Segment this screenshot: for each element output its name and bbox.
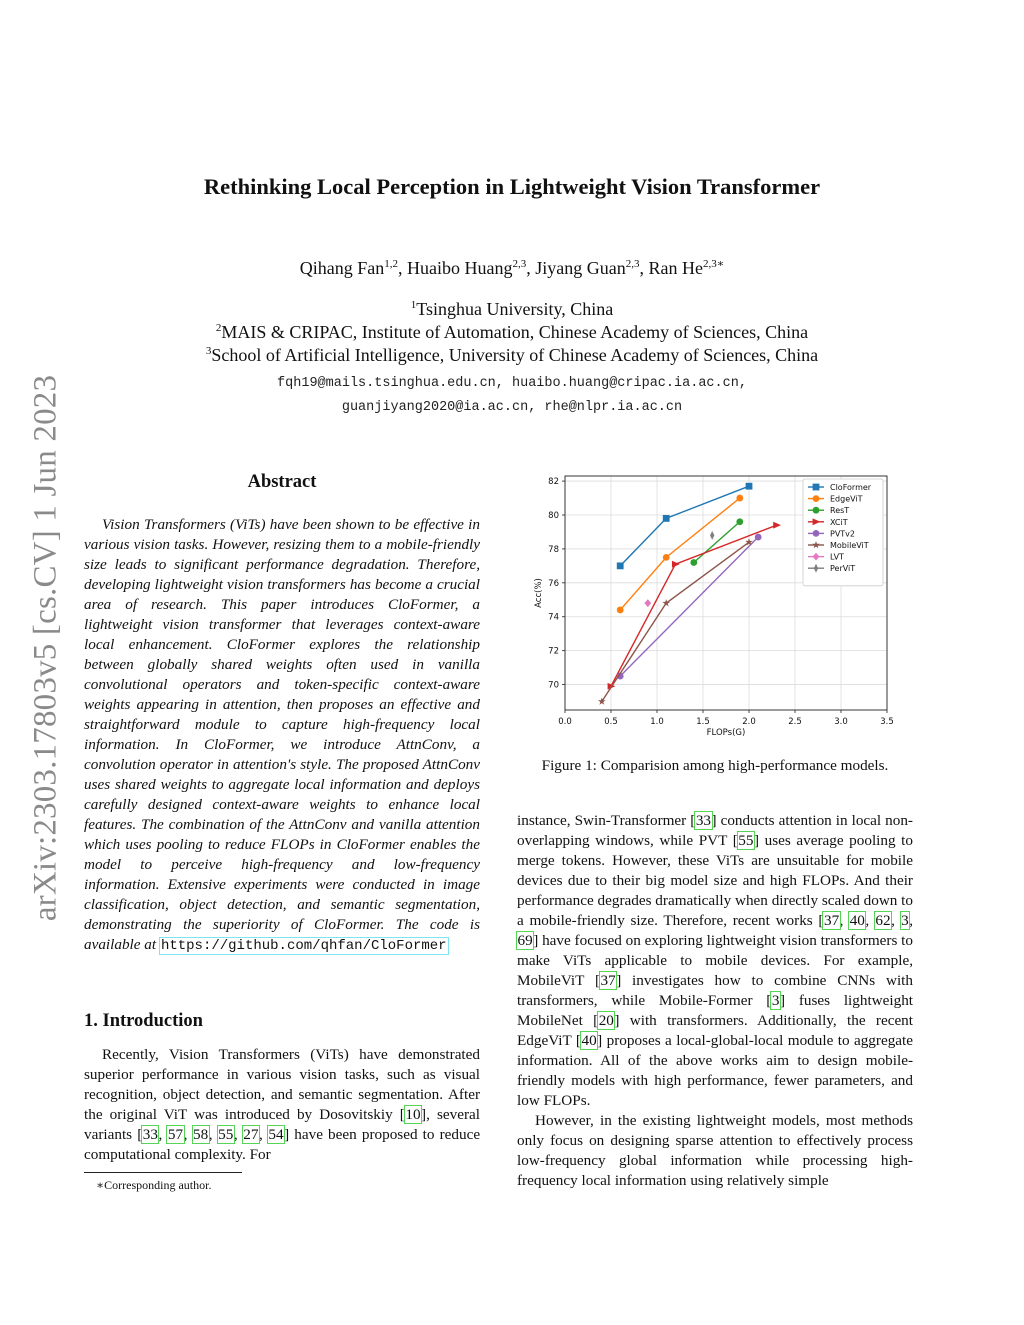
citation-link[interactable]: 55	[738, 832, 754, 849]
series-pervit	[710, 531, 714, 540]
text-run: ] have been proposed to reduce computational complexity. For	[84, 1126, 481, 1163]
y-tick-label: 76	[548, 578, 559, 589]
x-axis-label: FLOPs(G)	[706, 728, 746, 738]
data-point	[662, 599, 670, 606]
abstract-body	[84, 515, 480, 956]
author-list: Qihang Fan$^{1,2}$, Huaibo Huang$^{2,3}$, Jiyang Guan$^{2,3}$, Ran $He^{2,3∗}$	[299, 258, 725, 278]
x-tick-label: 1.5	[696, 717, 710, 727]
affiliation-sup: 2	[215, 322, 222, 334]
x-tick-label: 2.5	[788, 717, 802, 727]
affiliation-text: Tsinghua University, China	[416, 299, 614, 319]
text-run: instance, Swin-Transformer [	[517, 812, 696, 829]
citation-link[interactable]: 10	[405, 1106, 421, 1123]
author-affil-sup: 1,2	[384, 258, 399, 270]
x-tick-label: 2.0	[742, 717, 756, 727]
author-affil-sup: 2,3	[625, 258, 640, 270]
text-run: ] fuses lightweight MobileNet [	[517, 992, 914, 1029]
data-point	[672, 561, 680, 568]
affiliation-text: School of Artificial Intelligence, University of Chinese Academy of Sciences, China	[211, 345, 819, 365]
text-run: ] conducts attention in local non-overlapping windows, while PVT [	[517, 812, 913, 849]
text-run: ] have focused on exploring lightweight vision transformers to make ViTs applicable to mobile devices. For example, MobileViT [	[517, 932, 913, 989]
affiliations	[0, 298, 1024, 367]
author-emails	[0, 372, 1024, 420]
right-column-body: instance, Swin-Transformer [33] conducts attention in local non-overlapping windows, while PVT [55] uses average pooling to merge tokens. However, these ViTs are unsuitable for mobile devices due to their big model size and high FLOPs. And their performance degrades dramatically when directly scaled down to a mobile-friendly size. Therefore, recent works [37, 40, 62, 3, 69] have focused on exploring lightweight vision transformers to make ViTs applicable to mobile devices. For example, MobileViT [37] investigates how to combine CNNs with transformers, while Mobile-Former [3] fuses lightweight MobileNet [20] with transformers. Additionally, the recent EdgeViT [40] proposes a local-global-local module to aggregate information. All of the above works aim to design mobile-friendly models with high performance, fewer parameters, and low FLOPs. However, in the existing lightweight models, most methods only focus on designing sparse attention to effectively process low-frequency global information while processing high-frequency local information using relatively simple	[517, 812, 914, 1189]
author-affil-sup: 2,3	[512, 258, 527, 270]
text-run: ] with transformers. Additionally, the recent EdgeViT [	[517, 1012, 913, 1049]
y-tick-label: 72	[548, 646, 559, 657]
text-run: ] proposes a local-global-local module to aggregate information. All of the above works aim to design mobile-friendly models with high performance, fewer parameters, and low FLOPs.	[517, 1032, 913, 1109]
citation-link[interactable]: 69	[517, 932, 533, 949]
y-axis-label: Acc(%)	[534, 578, 544, 608]
data-point	[746, 483, 753, 490]
affiliation	[0, 298, 1024, 321]
x-tick-label: 0.0	[558, 717, 572, 727]
data-point	[690, 559, 697, 566]
arxiv-stamp-text: arXiv:2303.17803v5 [cs.CV] 1 Jun 2023	[27, 374, 64, 922]
paragraph: However, in the existing lightweight models, most methods only focus on designing sparse attention to effectively process low-frequency global information while processing high-frequency local information using relatively simple	[517, 1112, 913, 1189]
affiliation-sup: 1	[410, 299, 417, 311]
code-link[interactable]: https://github.com/qhfan/CloFormer	[160, 938, 447, 954]
citation-link[interactable]: 40	[849, 912, 865, 929]
affiliation	[0, 321, 1024, 344]
legend-label: ResT	[830, 506, 850, 516]
legend-label: CloFormer	[830, 483, 872, 492]
text-run: ] uses average pooling to merge tokens. However, these ViTs are unsuitable for mobile devices due to their big model size and high FLOPs. And their performance degrades dramatically when directly scaled down to a mobile-friendly size. Therefore, recent works [	[517, 832, 913, 929]
data-point	[736, 518, 743, 525]
legend-label: PerViT	[830, 564, 856, 574]
citation-link[interactable]: 55	[218, 1126, 234, 1143]
series-pvtv2	[617, 534, 762, 680]
series-line	[620, 537, 758, 676]
data-point	[813, 495, 820, 502]
data-point	[736, 495, 743, 502]
series-xcit	[608, 522, 781, 690]
citation-link[interactable]: 62	[875, 912, 891, 929]
footnote: ∗Corresponding author.	[96, 1178, 212, 1192]
author-name: Ran He	[648, 258, 703, 278]
citation-link[interactable]: 33	[142, 1126, 158, 1143]
intro-heading: 1. Introduction	[84, 1011, 203, 1031]
paper-title: Rethinking Local Perception in Lightweight Vision Transformer	[203, 174, 821, 199]
legend-label: XCiT	[830, 517, 848, 527]
data-point	[755, 534, 762, 541]
affiliation-sup: 3	[205, 345, 212, 357]
legend-label: LVT	[830, 552, 844, 562]
data-point	[813, 484, 820, 491]
data-point	[813, 507, 820, 514]
x-tick-label: 1.0	[650, 717, 664, 727]
series-line	[620, 486, 749, 566]
author-name: Huaibo Huang	[407, 258, 513, 278]
email-line: fqh19@mails.tsinghua.edu.cn, huaibo.huang@cripac.ia.ac.cn,	[277, 376, 747, 391]
citation-link[interactable]: 54	[268, 1126, 284, 1143]
author-affil-sup: 2,3∗	[702, 258, 725, 270]
citation-link[interactable]: 33	[695, 812, 712, 829]
x-tick-label: 3.5	[880, 717, 894, 727]
data-point	[663, 554, 670, 561]
citation-link[interactable]: 37	[600, 972, 616, 989]
citation-link[interactable]: 58	[193, 1126, 209, 1143]
citation-link[interactable]: 20	[598, 1012, 614, 1029]
legend-label: PVTv2	[830, 529, 856, 539]
series-cloformer	[617, 483, 753, 569]
x-tick-label: 0.5	[604, 717, 618, 727]
data-point	[813, 530, 820, 537]
x-tick-label: 3.0	[834, 717, 848, 727]
abstract-text: Vision Transformers (ViTs) have been shown to be effective in various vision tasks. However, resizing them to a mobile-friendly size leads to significant performance degradation. Therefore, developing lightweight vision transformers has become a crucial area of research. This paper introduces CloFormer, a lightweight vision transformer that leverages context-aware local enhancement. CloFormer explores the relationship between globally shared weights often used in vanilla convolutional operators and token-specific context-aware weights appearing in attention, then proposes an effective and straightforward module to capture high-frequency local information. In CloFormer, we introduce AttnConv, a convolution operator in attention's style. The proposed AttnConv uses shared weights to aggregate local information and deploys carefully designed context-aware weights to enhance local features. The combination of the AttnConv and vanilla attention which uses pooling to reduce FLOPs in CloFormer enables the model to perceive high-frequency and low-frequency information. Extensive experiments were conducted in image classification, object detection, and semantic segmentation, demonstrating the superiority of CloFormer. The code is available at	[84, 516, 480, 953]
legend-label: EdgeViT	[830, 494, 863, 504]
abstract-heading: Abstract	[247, 472, 317, 492]
figure-1-chart	[520, 466, 920, 746]
text-run: ] investigates how to combine CNNs with transformers, while Mobile-Former [	[517, 972, 913, 1009]
y-tick-label: 80	[548, 511, 559, 521]
legend-label: MobileViT	[830, 541, 869, 550]
footnote-rule	[84, 1172, 242, 1173]
y-tick-label: 74	[548, 612, 559, 623]
author-name: Jiyang Guan	[535, 258, 626, 278]
citation-link[interactable]: 40	[581, 1032, 597, 1049]
author-name: Qihang Fan	[299, 258, 385, 278]
citation-link[interactable]: 3	[771, 992, 780, 1009]
text-run: ], several variants [	[84, 1106, 481, 1143]
text-run: Recently, Vision Transformers (ViTs) have demonstrated superior performance in various vision tasks, such as visual recognition, object detection, and semantic segmentation. After the original ViT was introduced by Dosovitskiy [	[84, 1046, 480, 1123]
citation-link[interactable]: 57	[167, 1126, 184, 1143]
data-point	[710, 531, 714, 540]
data-point	[663, 515, 670, 522]
figure-caption: Figure 1: Comparision among high-performance models.	[541, 757, 889, 774]
intro-body: Recently, Vision Transformers (ViTs) have demonstrated superior performance in various vision tasks, such as visual recognition, object detection, and semantic segmentation. After the original ViT was introduced by Dosovitskiy [10], several variants [33, 57, 58, 55, 27, 54] have been proposed to reduce computational complexity. For	[84, 1046, 481, 1163]
y-tick-label: 82	[548, 477, 559, 488]
email-line: guanjiyang2020@ia.ac.cn, rhe@nlpr.ia.ac.cn	[341, 400, 683, 415]
arxiv-stamp	[16, 368, 76, 928]
affiliation	[0, 344, 1024, 367]
citation-link[interactable]: 37	[823, 912, 840, 929]
citation-link[interactable]: 3	[901, 912, 909, 929]
y-tick-label: 70	[548, 680, 559, 691]
series-rest	[690, 518, 743, 565]
data-point	[617, 562, 624, 569]
y-tick-label: 78	[548, 544, 559, 555]
series-lvt	[644, 599, 651, 607]
data-point	[644, 599, 651, 607]
data-point	[617, 607, 624, 614]
data-point	[773, 522, 781, 529]
citation-link[interactable]: 27	[243, 1126, 259, 1143]
affiliation-text: MAIS & CRIPAC, Institute of Automation, Chinese Academy of Sciences, China	[221, 322, 809, 342]
